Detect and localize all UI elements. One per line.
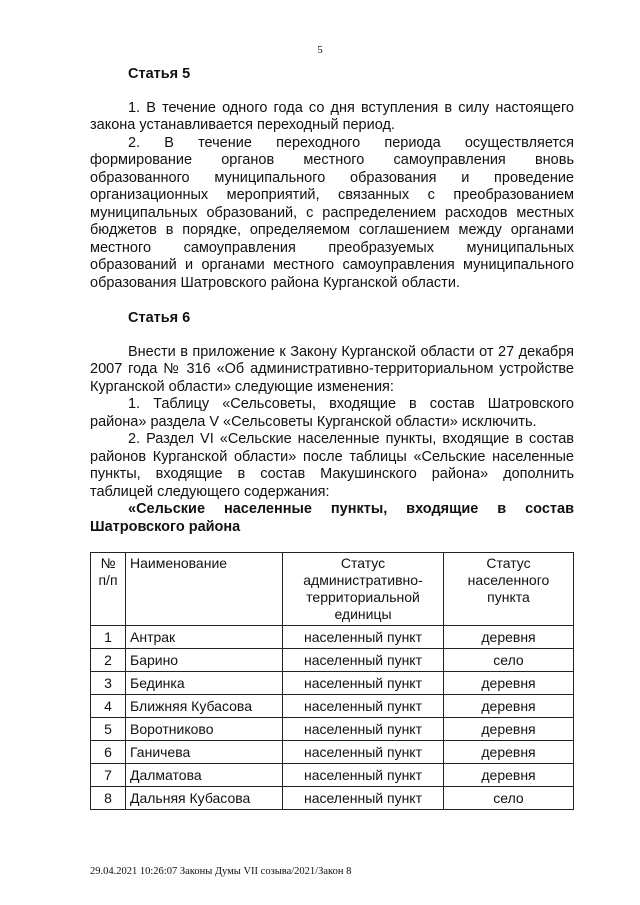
row-number: 7 [91,764,126,787]
row-number: 6 [91,741,126,764]
table-row [91,787,574,810]
row-admin-status: населенный пункт [283,718,444,741]
row-settlement-status: деревня [444,695,574,718]
row-settlement-status: деревня [444,741,574,764]
row-settlement-status: деревня [444,626,574,649]
row-admin-status: населенный пункт [283,787,444,810]
row-number: 2 [91,649,126,672]
row-admin-status: населенный пункт [283,649,444,672]
row-settlement-status: деревня [444,718,574,741]
table-row [91,672,574,695]
row-settlement-status: деревня [444,672,574,695]
row-number: 5 [91,718,126,741]
row-number: 4 [91,695,126,718]
row-number: 8 [91,787,126,810]
article-5-paragraph-2: 2. В течение переходного периода осуществляется формирование органов местного самоуправления вновь образованного муниципального образования и проведение организационных мероприятий, связанных с преобразованием муниципальных образований, с распределением расходов местных бюджетов в порядке, определяемом соглашением между органами местного самоуправления преобразуемых муниципальных образований и органами местного самоуправления муниципального образования Шатровского района Курганской области. [90,134,574,291]
row-name: Барино [126,649,283,672]
row-admin-status: населенный пункт [283,672,444,695]
article-6-paragraph-3: 2. Раздел VI «Сельские населенные пункты, входящие в состав районов Курганской области» после таблицы «Сельские населенные пункты, входящие в состав Макушинского района» дополнить таблицей следующего содержания: [90,431,574,500]
row-admin-status: населенный пункт [283,764,444,787]
row-name: Ганичева [126,741,283,764]
article-6-paragraph-1: Внести в приложение к Закону Курганской области от 27 декабря 2007 года № 316 «Об административно-территориальном устройстве Курганской области» следующие изменения: [90,343,574,395]
table-title: «Сельские населенные пункты, входящие в состав Шатровского района [90,501,574,535]
header-name: Наименование [126,553,283,626]
table-row [91,695,574,718]
page-number: 5 [317,44,323,56]
row-number: 3 [91,672,126,695]
header-settlement-status: Статус населенного пункта [444,553,574,626]
table-row [91,718,574,741]
row-name: Ближняя Кубасова [126,695,283,718]
article-6-heading: Статья 6 [128,310,191,326]
table-row [91,741,574,764]
row-name: Дальняя Кубасова [126,787,283,810]
row-settlement-status: село [444,787,574,810]
article-5-heading: Статья 5 [128,66,191,82]
row-settlement-status: деревня [444,764,574,787]
table-row [91,649,574,672]
article-6-paragraph-2: 1. Таблицу «Сельсоветы, входящие в состав Шатровского района» раздела V «Сельсоветы Курганской области» исключить. [90,396,574,430]
table-row [91,764,574,787]
row-name: Бединка [126,672,283,695]
table-row [91,626,574,649]
row-name: Воротниково [126,718,283,741]
row-number: 1 [91,626,126,649]
row-admin-status: населенный пункт [283,626,444,649]
header-admin-status: Статус административно-территориальной единицы [283,553,444,626]
row-admin-status: населенный пункт [283,741,444,764]
header-number: № п/п [91,553,126,626]
article-5-paragraph-1: 1. В течение одного года со дня вступления в силу настоящего закона устанавливается переходный период. [90,99,574,133]
table-header-row [91,553,574,626]
settlements-table [90,552,574,810]
row-name: Антрак [126,626,283,649]
row-name: Далматова [126,764,283,787]
row-settlement-status: село [444,649,574,672]
document-body [90,66,574,810]
document-footer: 29.04.2021 10:26:07 Законы Думы VII созыва/2021/Закон 8 [90,866,352,877]
row-admin-status: населенный пункт [283,695,444,718]
section-gap [90,292,574,310]
